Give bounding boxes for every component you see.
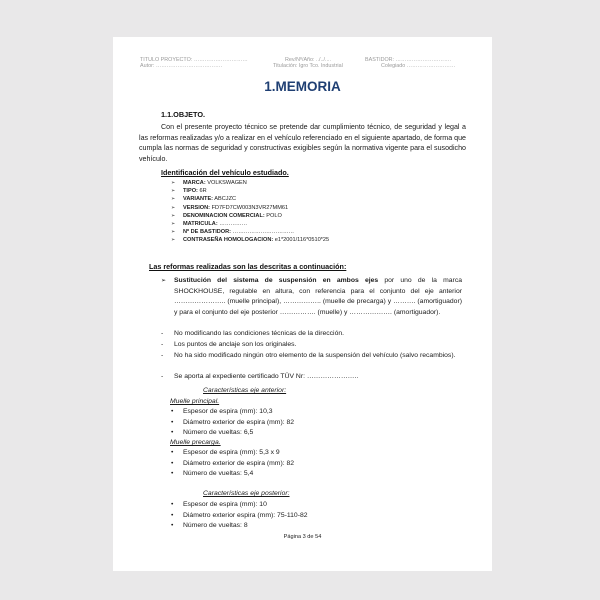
list-item <box>171 469 294 480</box>
item-text: Espesor de espira (mm): 10 <box>183 501 267 508</box>
header-titulacion: Titulación: Igro Tco. Industrial <box>273 63 343 69</box>
dash-text: Se aporta al expediente certificado TÜV Nr: ………………….. <box>174 373 359 380</box>
reform-detail: por uno de la marca SHOCKHOUSE, regulable en altura, con referencia para el conjunto del eje anterior ………………….. (muelle principal), …………….. (muelle de precarga) y ………. (amortiguador) y para el conjunto del eje posterior ……………. (muelle) y ………………. (amortiguador). <box>174 277 462 316</box>
item-text: Diámetro exterior espira (mm): 75-110-82 <box>183 511 308 519</box>
item-label: TIPO: <box>183 188 198 195</box>
header-colegiado: Colegiado ……………………… <box>381 63 456 69</box>
list-item <box>171 204 329 212</box>
reforms-heading: Las reformas realizadas son las descritas a continuación: <box>149 262 347 271</box>
page-title: 1.MEMORIA <box>264 79 341 94</box>
preload-spring-heading: Muelle precarga. <box>170 439 221 446</box>
dash-text: No modificando las condiciones técnicas de la dirección. <box>174 330 345 337</box>
arrow-icon: ➢ <box>171 229 176 236</box>
bullet-icon: • <box>171 501 174 508</box>
list-item <box>171 220 329 228</box>
dash-icon: - <box>161 373 164 380</box>
dash-icon: - <box>161 330 164 337</box>
list-item <box>171 228 329 236</box>
bullet-icon: • <box>171 459 174 467</box>
item-text: Espesor de espira (mm): 10,3 <box>183 408 273 415</box>
list-item <box>171 459 294 470</box>
item-value: e1*2001/116*0510*25 <box>273 237 330 244</box>
list-item <box>171 418 294 429</box>
list-item <box>171 236 329 244</box>
item-label: VERSION: <box>183 204 211 211</box>
list-item <box>171 212 329 220</box>
list-item <box>171 195 329 203</box>
arrow-icon: ➢ <box>171 204 176 211</box>
list-item <box>171 448 294 459</box>
vehicle-list <box>171 179 329 245</box>
reform-main-item <box>161 276 462 318</box>
item-value: VOLKSWAGEN <box>205 180 247 186</box>
dash-item <box>161 372 462 383</box>
item-value: ABCJZC <box>213 196 237 203</box>
bullet-icon: • <box>171 470 174 478</box>
list-item <box>171 521 308 532</box>
item-label: Nº DE BASTIDOR: <box>183 229 232 236</box>
item-text: Diámetro exterior de espira (mm): 82 <box>183 418 295 426</box>
arrow-icon: ➢ <box>171 237 176 244</box>
list-item <box>171 407 294 418</box>
bullet-icon: • <box>171 522 174 530</box>
dash-item <box>161 351 462 362</box>
item-label: DENOMINACION COMERCIAL: <box>183 212 265 219</box>
dash-item <box>161 329 462 340</box>
item-text: Espesor de espira (mm): 5,3 x 9 <box>183 449 280 456</box>
front-axle-heading: Características eje anterior: <box>203 387 287 394</box>
reform-text <box>174 276 462 318</box>
reform-bold: Sustitución del sistema de suspensión en ambos ejes <box>174 277 379 284</box>
arrow-icon: ➢ <box>171 212 176 219</box>
arrow-icon: ➢ <box>171 221 176 228</box>
header-rev: Rev/Nº/Año: ../../.... <box>285 57 332 63</box>
arrow-icon: ➢ <box>171 188 176 195</box>
section-heading: 1.1.OBJETO. <box>161 110 206 119</box>
section-paragraph: Con el presente proyecto técnico se pretende dar cumplimiento técnico, de seguridad y legal a las reformas realizadas y/o a realizar en el vehículo referenciado en el siguiente apartado, de forma que cumpla las normas de seguridad y constructivas exigibles según la normativa vigente para el susodicho vehículo. <box>139 123 466 163</box>
bullet-icon: • <box>171 429 174 437</box>
bullet-icon: • <box>171 408 174 415</box>
rear-axle-list <box>171 500 308 532</box>
item-value: …………………………… <box>231 229 295 236</box>
list-item <box>171 500 308 511</box>
list-item <box>171 428 294 439</box>
item-label: CONTRASEÑA HOMOLOGACION: <box>183 237 274 244</box>
list-item <box>171 179 329 187</box>
item-text: Número de vueltas: 6,5 <box>183 429 254 437</box>
main-spring-list <box>171 407 294 439</box>
arrow-icon: ➢ <box>171 196 176 203</box>
dash-text: Los puntos de anclaje son los originales. <box>174 341 297 348</box>
item-value: …………… <box>217 221 248 228</box>
item-value: FD7FD7CW003N3VR27MM61 <box>210 204 289 211</box>
item-text: Número de vueltas: 8 <box>183 522 248 530</box>
dash-icon: - <box>161 341 164 348</box>
document-page <box>113 37 492 571</box>
item-label: MARCA: <box>183 180 206 186</box>
dash-text: No ha sido modificado ningún otro elemento de la suspensión del vehículo (salvo recambios). <box>174 352 456 359</box>
main-spring-heading: Muelle principal. <box>170 398 220 405</box>
item-text: Diámetro exterior de espira (mm): 82 <box>183 459 295 467</box>
bullet-icon: • <box>171 449 174 456</box>
header-titulo-proyecto: TITULO PROYECTO: ………………………… <box>140 57 248 63</box>
rear-axle-heading: Características eje posterior: <box>203 490 290 497</box>
bullet-icon: • <box>171 511 174 519</box>
dash-item <box>161 340 462 351</box>
arrow-icon: ➢ <box>171 180 176 186</box>
preload-spring-list <box>171 448 294 480</box>
item-label: MATRICULA: <box>183 221 218 228</box>
item-value: 6R <box>197 188 207 195</box>
header-bastidor: BASTIDOR: …………………………. <box>365 57 451 63</box>
item-value: POLO <box>264 212 282 219</box>
header-autor: Autor: ………………………………. <box>140 63 223 69</box>
arrow-icon: ➢ <box>161 278 167 284</box>
vehicle-heading: Identificación del vehículo estudiado. <box>161 168 289 177</box>
bullet-icon: • <box>171 418 174 426</box>
item-label: VARIANTE: <box>183 196 214 203</box>
list-item <box>171 187 329 195</box>
item-text: Número de vueltas: 5,4 <box>183 470 254 478</box>
list-item <box>171 511 308 522</box>
page-number: Página 3 de 54 <box>283 534 322 540</box>
dash-icon: - <box>161 352 164 359</box>
